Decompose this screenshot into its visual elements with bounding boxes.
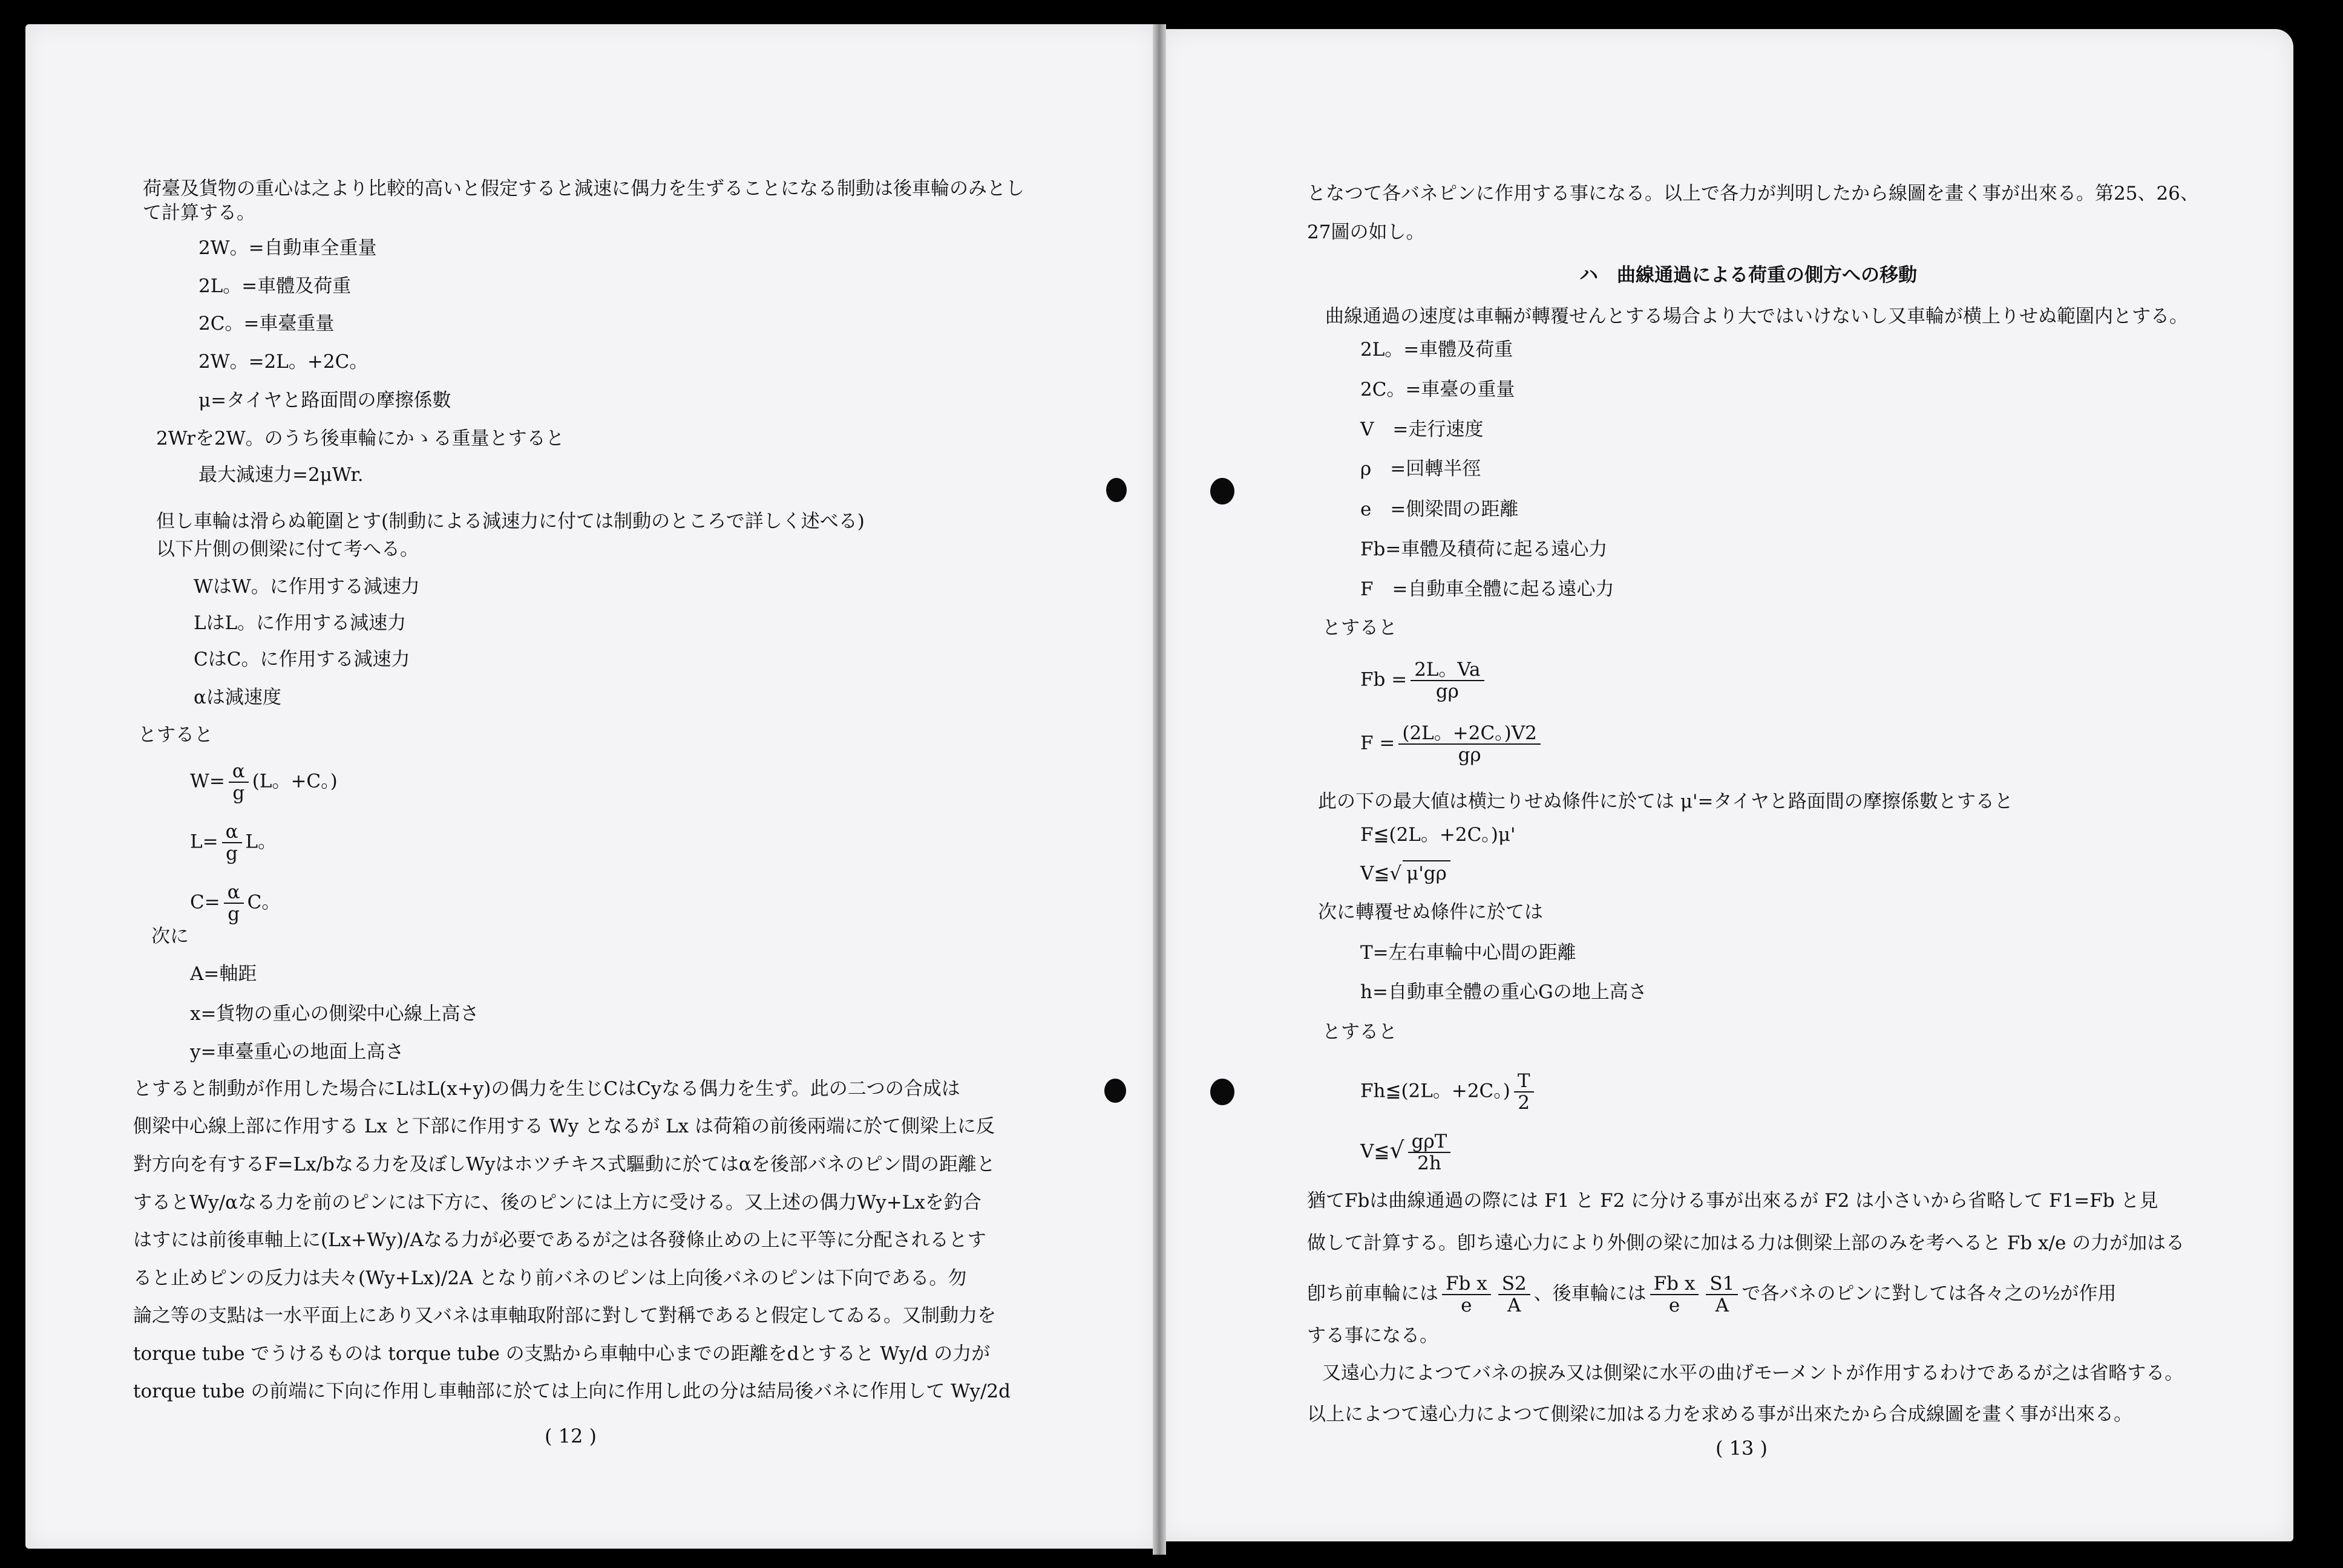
binding-hole-3 [1104, 1079, 1126, 1103]
definition-line: CはC。に作用する減速力 [194, 648, 410, 670]
equation-Fh: Fh≦(2L。+2C。) $\frac{T}{2}$ [1360, 1071, 1538, 1113]
definition-line: 2W。=自動車全重量 [198, 237, 377, 259]
text-line: 但し車輪は滑らぬ範圍とす(制動による減速力に付ては制動のところで詳しく述べる) [156, 511, 865, 532]
definition-line: h=自動車全體の重心Gの地上高さ [1360, 981, 1647, 1003]
binding-hole-4 [1210, 1079, 1234, 1105]
text-line: 最大減速力=2μWr. [198, 464, 364, 486]
definition-line: e =側梁間の距離 [1360, 498, 1519, 520]
text-line: 做して計算する。卽ち遠心力により外側の梁に加はる力は側梁上部のみを考へると Fb x/e の力が加はる [1307, 1232, 2185, 1254]
page-number: ( 12 ) [545, 1425, 597, 1448]
text-line: 以下片側の側梁に付て考へる。 [156, 538, 419, 560]
text-line-fractions: 卽ち前車輪には $\frac{\text{Fb x}}{e}$ $\frac{S2}{A}$ 、後車輪には $\frac{\text{Fb x}}{e}$ $\frac{S1}{A}$ で各バネのピンに對しては各々之の½が作用 [1307, 1273, 2117, 1316]
text-line: 次に [151, 926, 189, 947]
equation-V2: V≦√ $\frac{\text{gρT}}{2h}$ [1360, 1131, 1454, 1174]
text-line: 又遠心力によつてバネの捩み又は側梁に水平の曲げモーメントが作用するわけであるが之は省略する。 [1322, 1362, 2184, 1384]
text-line: 曲線通過の速度は車輛が轉覆せんとする場合より大ではいけないし又車輪が横上りせぬ範圍内とする。 [1325, 305, 2188, 327]
definition-line: T=左右車輪中心間の距離 [1360, 942, 1576, 964]
definition-line: μ=タイヤと路面間の摩擦係數 [198, 390, 451, 411]
definition-line: αは減速度 [194, 687, 281, 708]
definition-line: y=車臺重心の地面上高さ [190, 1041, 404, 1063]
equation-W: W= $\frac{\alpha}{g}$ (L。+C。) [190, 760, 338, 804]
text-line: する事になる。 [1307, 1325, 1438, 1347]
text-line: 荷臺及貨物の重心は之より比較的高いと假定すると減速に偶力を生ずることになる制動は後車輪のみとし [143, 178, 1024, 200]
text-line: て計算する。 [143, 202, 255, 224]
page-number: ( 13 ) [1715, 1437, 1768, 1460]
text-line: 27圖の如し。 [1307, 221, 1425, 243]
definition-line: 2C。=車臺の重量 [1360, 379, 1515, 400]
text-line: するとWy/αなる力を前のピンには下方に、後のピンには上方に受ける。又上述の偶力Wy+Lxを釣合 [133, 1192, 981, 1214]
text-line: 次に轉覆せぬ條件に於ては [1318, 901, 1543, 923]
definition-line: WはW。に作用する減速力 [194, 576, 420, 598]
equation-L: L= $\frac{\alpha}{g}$ L。 [190, 821, 277, 864]
equation-Fb: Fb = $\frac{2L。Va}{g\rho}$ [1360, 659, 1488, 702]
text-line: 對方向を有するF=Lx/bなる力を及ぼしWyはホツチキス式驅動に於てはαを後部バネのピン間の距離と [133, 1154, 995, 1175]
text-line: ると止めピンの反力は夫々(Wy+Lx)/2A となり前バネのピンは上向後バネのピンは下向である。勿 [133, 1267, 967, 1289]
inequality-line: F≦(2L。+2C。)μ' [1360, 824, 1516, 846]
definition-line: A=軸距 [190, 963, 257, 985]
book-gutter [1153, 24, 1166, 1555]
definition-line: x=貨物の重心の側梁中心線上高さ [190, 1003, 479, 1025]
text-line: 猶てFbは曲線通過の際には F1 と F2 に分ける事が出來るが F2 は小さいから省略して F1=Fb と見 [1307, 1190, 2158, 1212]
text-line: 側梁中心線上部に作用する Lx と下部に作用する Wy となるが Lx は荷箱の前後兩端に於て側梁上に反 [133, 1116, 995, 1137]
definition-line: 2W。=2L。+2C。 [198, 351, 369, 373]
text-line: とすると [1322, 617, 1397, 639]
text-line: torque tube でうけるものは torque tube の支點から車軸中心までの距離をdとすると Wy/d の力が [133, 1343, 991, 1365]
text-line: とすると [1322, 1021, 1397, 1043]
definition-line: 2C。=車臺重量 [198, 313, 335, 335]
equation-V1: V≦√ μ'gρ [1360, 860, 1450, 886]
definition-line: V =走行速度 [1360, 419, 1484, 440]
definition-line: F =自動車全體に起る遠心力 [1360, 578, 1614, 600]
equation-F: F = $\frac{(2L。+2C。)V2}{g\rho}$ [1360, 723, 1544, 765]
text-line: とすると [138, 724, 213, 746]
binding-hole-2 [1210, 478, 1234, 505]
definition-line: LはL。に作用する減速力 [194, 612, 407, 634]
equation-C: C= $\frac{\alpha}{g}$ C。 [190, 881, 281, 925]
text-line: はすには前後車軸上に(Lx+Wy)/Aなる力が必要であるが之は各發條止めの上に平等に分配されるとす [133, 1229, 986, 1251]
definition-line: Fb=車體及積荷に起る遠心力 [1360, 538, 1608, 560]
binding-hole-1 [1106, 478, 1127, 502]
text-line: torque tube の前端に下向に作用し車軸部に於ては上向に作用し此の分は結局後バネに作用して Wy/2d [133, 1380, 1011, 1402]
definition-line: 2L。=車體及荷重 [198, 275, 352, 297]
text-line: となつて各バネピンに作用する事になる。以上で各力が判明したから線圖を畫く事が出來る。第25、26、 [1307, 183, 2199, 204]
text-line: 以上によつて遠心力によつて側梁に加はる力を求める事が出來たから合成線圖を畫く事が出來る。 [1307, 1403, 2132, 1425]
text-line: とすると制動が作用した場合にLはL(x+y)の偶力を生じCはCyなる偶力を生ず。此の二つの合成は [133, 1078, 960, 1100]
section-heading: ハ 曲線通過による荷重の側方への移動 [1579, 264, 1917, 286]
definition-line: ρ =回轉半徑 [1360, 458, 1481, 480]
text-line: 2Wrを2W。のうち後車輪にかゝる重量とすると [156, 428, 565, 449]
text-line: 論之等の支點は一水平面上にあり又バネは車軸取附部に對して對稱であると假定してゐる。又制動力を [133, 1305, 996, 1327]
text-line: 此の下の最大値は横辷りせぬ條件に於ては μ'=タイヤと路面間の摩擦係數とすると [1318, 791, 2013, 812]
definition-line: 2L。=車體及荷重 [1360, 339, 1513, 361]
